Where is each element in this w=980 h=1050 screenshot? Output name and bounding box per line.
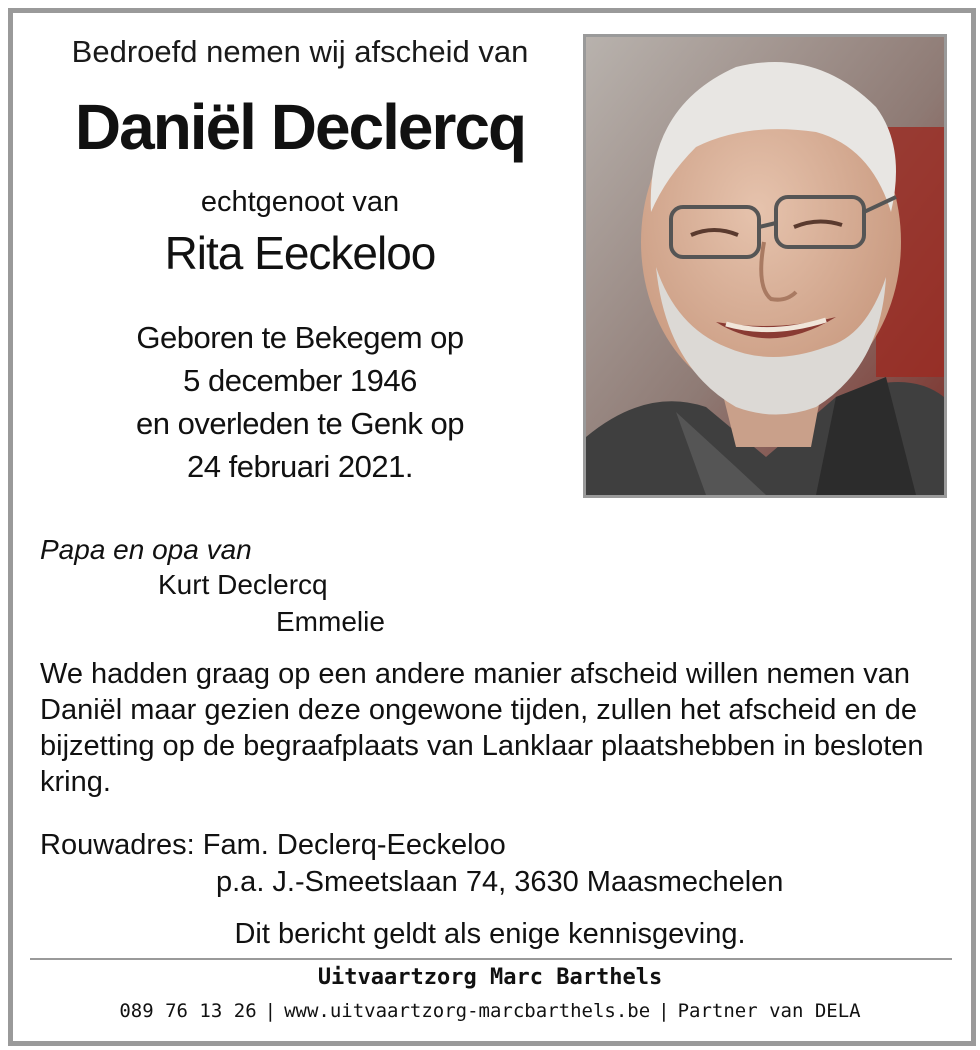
- footer-separator: |: [264, 1000, 277, 1022]
- birth-death-details: [20, 316, 580, 488]
- grandchild-name: Emmelie: [276, 606, 385, 637]
- birth-date: 5 december 1946: [183, 363, 417, 398]
- spouse-name: Rita Eeckeloo: [164, 227, 436, 279]
- portrait-photo: [583, 34, 947, 498]
- deceased-name: Daniël Declercq: [74, 91, 526, 163]
- footer-phone: 089 76 13 26: [119, 1000, 257, 1022]
- footer-contact: [0, 1000, 980, 1022]
- funeral-home-name: Uitvaartzorg Marc Barthels: [317, 965, 663, 990]
- footer-divider: [30, 958, 952, 960]
- spouse-label: echtgenoot van: [200, 186, 400, 218]
- footer-separator: |: [658, 1000, 670, 1022]
- footer-website[interactable]: www.uitvaartzorg-marcbarthels.be: [284, 1000, 651, 1022]
- death-line: en overleden te Genk op: [135, 406, 465, 441]
- farewell-message: We hadden graag op een andere manier afscheid willen nemen van Daniël maar gezien deze ongewone tijden, zullen het afscheid en de bijzetting op de begraafplaats van Lanklaar plaatshebben in besloten kring.: [40, 658, 924, 798]
- birth-line: Geboren te Bekegem op: [136, 320, 464, 355]
- children-label: Papa en opa van: [40, 534, 252, 565]
- child-name: Kurt Declercq: [158, 569, 328, 600]
- notice-text: Dit bericht geldt als enige kennisgeving.: [234, 918, 746, 950]
- mourning-address-label: Rouwadres: Fam. Declerq-Eeckeloo: [40, 829, 506, 861]
- death-date: 24 februari 2021.: [187, 449, 413, 484]
- mourning-address-line: p.a. J.-Smeetslaan 74, 3630 Maasmechelen: [216, 866, 784, 898]
- intro-text: Bedroefd nemen wij afscheid van: [71, 34, 529, 69]
- portrait-illustration: [586, 37, 944, 495]
- footer-partner: Partner van DELA: [677, 1000, 861, 1022]
